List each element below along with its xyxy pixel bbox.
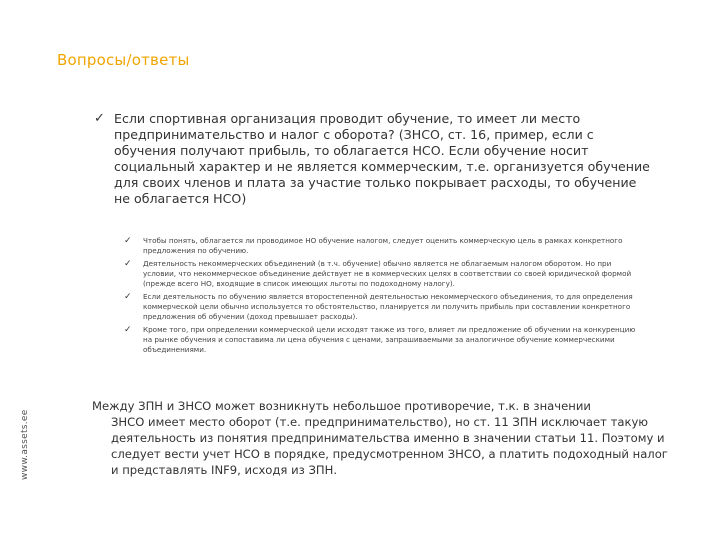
sub-bullet-item bbox=[124, 325, 636, 355]
sub-bullet-text: Деятельность некоммерческих объединений (в т.ч. обучение) обычно является не облагаемым налогом оборотом. Но при условии, что некоммерческое объединение действует не в коммерческих целях в соответствии со своей юридической формой (прежде всего НО, входящие в список имеющих льготы по подоходному налогу). bbox=[143, 259, 632, 288]
checkmark-icon: ✓ bbox=[124, 259, 132, 269]
sub-bullet-list bbox=[124, 236, 636, 358]
slide-title: Вопросы/ответы bbox=[57, 51, 190, 69]
side-url: www.assets.ee bbox=[20, 409, 30, 480]
bottom-paragraph bbox=[92, 398, 672, 478]
sub-bullet-text: Чтобы понять, облагается ли проводимое НО обучение налогом, следует оценить коммерческую цель в рамках конкретного предложения по обучению. bbox=[143, 236, 623, 255]
checkmark-icon: ✓ bbox=[124, 292, 132, 302]
main-bullet bbox=[94, 111, 654, 207]
bottom-paragraph-rest: ЗНСО имеет место оборот (т.е. предпринимательство), но ст. 11 ЗПН исключает такую деятельность из понятия предпринимательства именно в значении статьи 11. Поэтому и следует вести учет НСО в порядке, предусмотренном ЗНСО, а платить подоходный налог и представлять INF9, исходя из ЗПН. bbox=[111, 415, 668, 477]
bottom-paragraph-first-line: Между ЗПН и ЗНСО может возникнуть небольшое противоречие, т.к. в значении bbox=[92, 399, 591, 413]
checkmark-icon: ✓ bbox=[124, 325, 132, 335]
sub-bullet-item bbox=[124, 292, 636, 322]
sub-bullet-text: Кроме того, при определении коммерческой цели исходят также из того, влияет ли предложение об обучении на конкуренцию на рынке обучения и сопоставима ли цена обучения с ценами, запрашиваемыми за аналогичное обучение коммерческими объединениями. bbox=[143, 325, 636, 354]
sub-bullet-text: Если деятельность по обучению является второстепенной деятельностью некоммерческого объединения, то для определения коммерческой цели обычно используется то обстоятельство, планируется ли получить прибыль при составлении конкретного предложения об обучении (доход превышает расходы). bbox=[143, 292, 633, 321]
checkmark-icon: ✓ bbox=[124, 236, 132, 246]
checkmark-icon: ✓ bbox=[94, 111, 105, 126]
main-bullet-text: Если спортивная организация проводит обучение, то имеет ли место предпринимательство и налог с оборота? (ЗНСО, ст. 16, пример, если с обучения получают прибыль, то облагается НСО. Если обучение носит социальный характер и не является коммерческим, т.е. организуется обучение для своих членов и плата за участие только покрывает расходы, то обучение не облагается НСО) bbox=[114, 111, 650, 206]
sub-bullet-item bbox=[124, 259, 636, 289]
sub-bullet-item bbox=[124, 236, 636, 256]
